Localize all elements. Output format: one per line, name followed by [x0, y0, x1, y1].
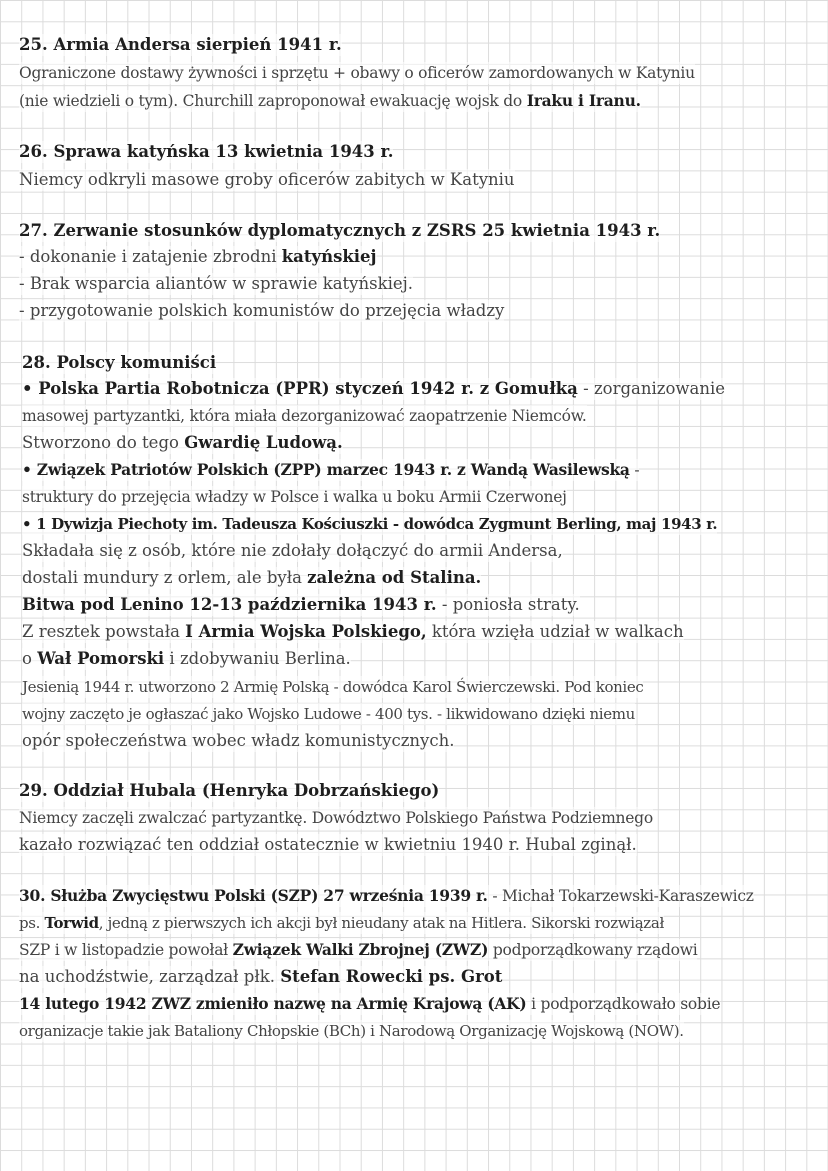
- section-30-line-3-text-2: podporządkowany rządowi: [488, 941, 698, 959]
- ak-heading: 14 lutego 1942 ZWZ zmieniło nazwę na Armię Krajową (AK): [19, 994, 527, 1013]
- first-army-text-2: która wzięła udział w walkach: [426, 622, 684, 641]
- section-26-line-1: Niemcy odkryli masowe groby oficerów zabitych w Katyniu: [19, 170, 515, 189]
- zwz: Związek Walki Zbrojnej (ZWZ): [232, 940, 489, 959]
- section-27-item-2: - Brak wsparcia aliantów w sprawie katyńskiej.: [19, 274, 413, 293]
- ppr-line-3-text: Stworzono do tego: [22, 433, 185, 452]
- rowecki: Stefan Rowecki ps. Grot: [280, 967, 503, 986]
- first-army-line: [22, 621, 684, 643]
- section-25-line-2: [19, 90, 641, 112]
- section-30-line-3-text-1: SZP i w listopadzie powołał: [19, 941, 233, 959]
- section-27-item-1-text: - dokonanie i zatajenie zbrodni: [19, 247, 282, 266]
- section-30-title: [19, 885, 754, 907]
- section-30-line-4-text: na uchodźstwie, zarządzał płk.: [19, 967, 281, 986]
- second-army-line-2: wojny zaczęto je ogłaszać jako Wojsko Ludowe - 400 tys. - likwidowano dzięki niemu: [22, 705, 635, 723]
- zpp-line-1-text: -: [629, 461, 640, 479]
- ppr-line-1-text: - zorganizowanie: [577, 379, 726, 398]
- section-30-line-5: [19, 993, 720, 1015]
- torwid: Torwid: [44, 914, 99, 932]
- wal-pomorski-emphasis: Wał Pomorski: [37, 649, 165, 668]
- lenino-text: - poniosła straty.: [436, 595, 580, 614]
- wal-pomorski-text-2: i zdobywaniu Berlina.: [164, 649, 351, 668]
- first-army-text-1: Z resztek powstała: [22, 622, 186, 641]
- division-line-3-text: dostali mundury z orlem, ale była: [22, 568, 308, 587]
- section-30-line-2-text-2: , jedną z pierwszych ich akcji był nieudany atak na Hitlera. Sikorski rozwiązał: [98, 914, 664, 932]
- section-29-line-1: Niemcy zaczęli zwalczać partyzantkę. Dowództwo Polskiego Państwa Podziemnego: [19, 809, 653, 827]
- wal-pomorski-text-1: o: [22, 649, 38, 668]
- section-27-item-3: - przygotowanie polskich komunistów do przejęcia władzy: [19, 301, 505, 320]
- division-heading: • 1 Dywizja Piechoty im. Tadeusza Kościuszki - dowódca Zygmunt Berling, maj 1943 r.: [22, 515, 718, 533]
- section-25-title: 25. Armia Andersa sierpień 1941 r.: [19, 35, 342, 54]
- first-army-emphasis: I Armia Wojska Polskiego,: [185, 622, 427, 641]
- section-30-line-4: [19, 966, 502, 988]
- division-line-1: [22, 513, 717, 535]
- gwardia-ludowa: Gwardię Ludową.: [184, 433, 343, 452]
- section-30-title-text: - Michał Tokarzewski-Karaszewicz: [487, 887, 754, 905]
- zpp-line-2: struktury do przejęcia władzy w Polsce i walka u boku Armii Czerwonej: [22, 488, 567, 506]
- lenino-line: [22, 594, 580, 616]
- division-emphasis: zależna od Stalina.: [307, 568, 482, 587]
- division-line-2: Składała się z osób, które nie zdołały dołączyć do armii Andersa,: [22, 541, 563, 560]
- section-25-line-2-text: (nie wiedzieli o tym). Churchill zaproponował ewakuację wojsk do: [19, 92, 527, 110]
- section-30-line-2-text-1: ps.: [19, 914, 45, 932]
- ppr-line-2: masowej partyzantki, która miała dezorganizować zaopatrzenie Niemców.: [22, 407, 587, 425]
- zpp-line-1: [22, 459, 639, 481]
- wal-pomorski-line: [22, 648, 351, 670]
- section-27-title: 27. Zerwanie stosunków dyplomatycznych z ZSRS 25 kwietnia 1943 r.: [19, 221, 661, 240]
- ppr-line-3: [22, 432, 343, 454]
- second-army-line-1: Jesienią 1944 r. utworzono 2 Armię Polską - dowódca Karol Świerczewski. Pod koniec: [22, 678, 644, 696]
- section-28-title: 28. Polscy komuniści: [22, 353, 217, 372]
- section-30-line-3: [19, 939, 697, 961]
- section-27-item-1-emphasis: katyńskiej: [281, 247, 377, 266]
- ppr-line-1: [22, 378, 725, 400]
- section-30-line-6: organizacje takie jak Bataliony Chłopskie (BCh) i Narodową Organizację Wojskową (NOW).: [19, 1022, 684, 1040]
- section-26-title: 26. Sprawa katyńska 13 kwietnia 1943 r.: [19, 142, 394, 161]
- ppr-heading: • Polska Partia Robotnicza (PPR) styczeń 1942 r. z Gomułką: [22, 379, 578, 398]
- section-29-title: 29. Oddział Hubala (Henryka Dobrzańskiego): [19, 781, 440, 800]
- section-25-emphasis: Iraku i Iranu.: [526, 91, 641, 110]
- section-30-line-2: [19, 912, 664, 934]
- zpp-heading: • Związek Patriotów Polskich (ZPP) marzec 1943 r. z Wandą Wasilewską: [22, 460, 630, 479]
- section-30-heading: 30. Służba Zwycięstwu Polski (SZP) 27 września 1939 r.: [19, 886, 488, 905]
- lenino-heading: Bitwa pod Lenino 12-13 października 1943 r.: [22, 595, 437, 614]
- section-27-item-1: [19, 246, 377, 268]
- section-25-line-1: Ograniczone dostawy żywności i sprzętu + obawy o oficerów zamordowanych w Katyniu: [19, 64, 695, 82]
- section-30-line-5-text: i podporządkowało sobie: [526, 995, 721, 1013]
- second-army-line-3: opór społeczeństwa wobec władz komunistycznych.: [22, 731, 455, 750]
- division-line-3: [22, 567, 481, 589]
- section-29-line-2: kazało rozwiązać ten oddział ostatecznie w kwietniu 1940 r. Hubal zginął.: [19, 835, 637, 854]
